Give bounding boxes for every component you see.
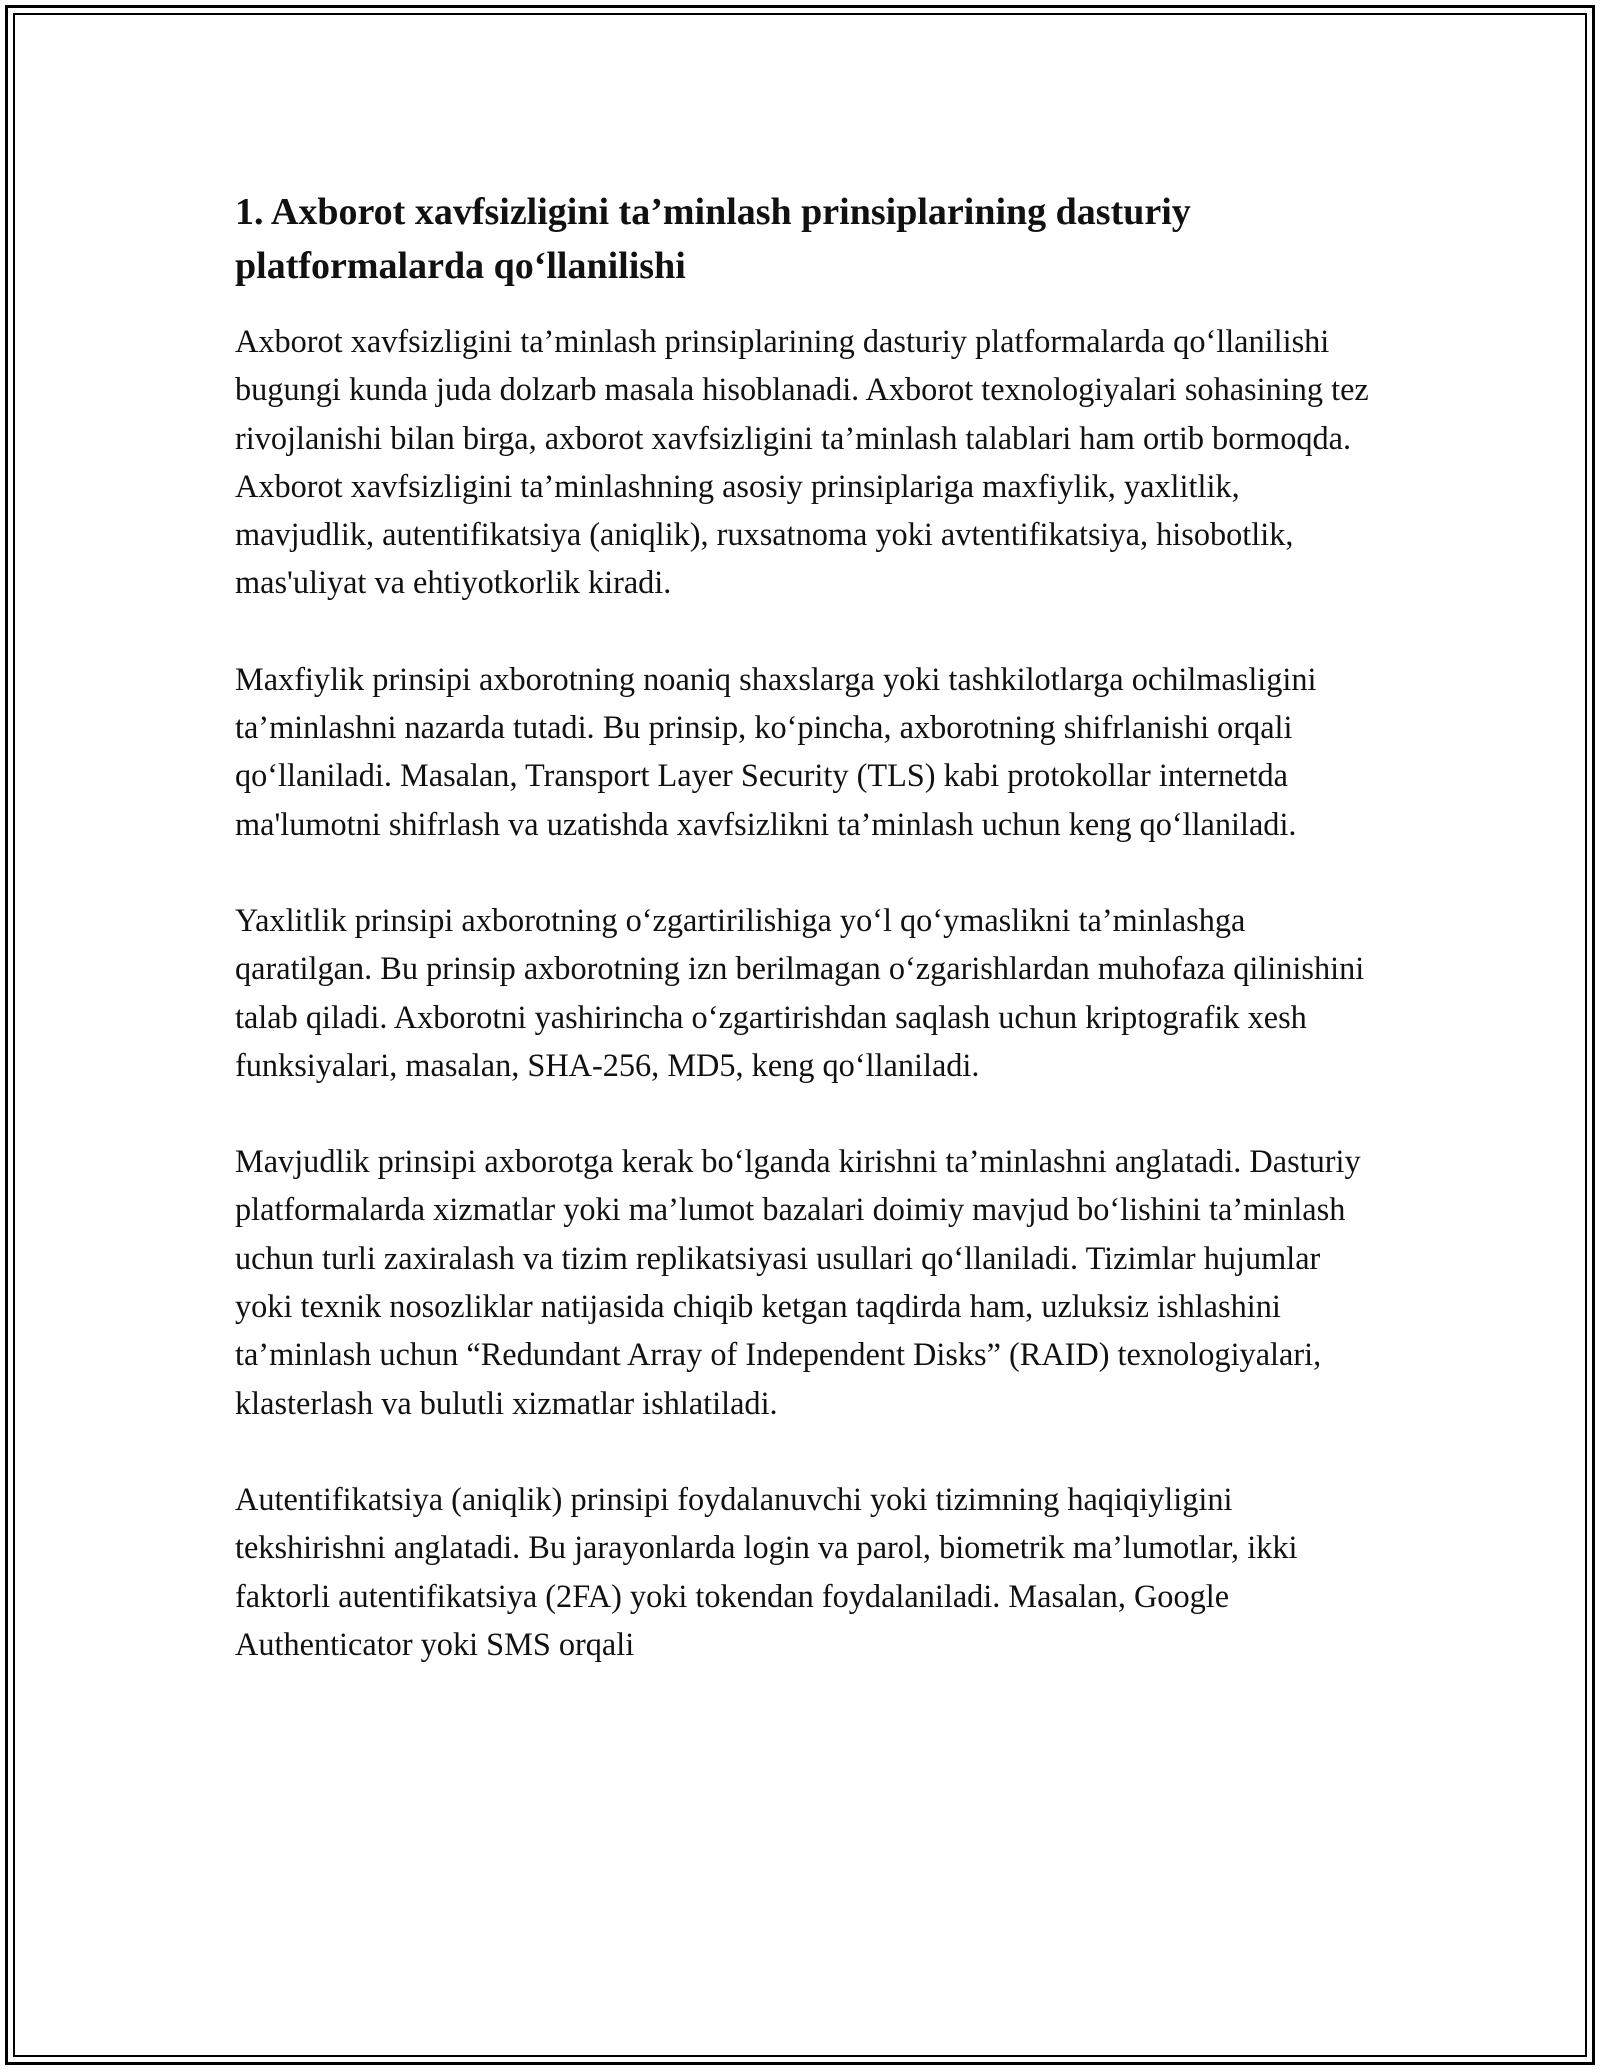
paragraph-availability: Mavjudlik prinsipi axborotga kerak bo‘lganda kirishni ta’minlashni anglatadi. Dasturiy platformalarda xizmatlar yoki ma’lumot bazalari doimiy mavjud bo‘lishini ta’minlash uchun turli zaxiralash va tizim replikatsiyasi usullari qo‘llaniladi. Tizimlar hujumlar yoki texnik nosozliklar natijasida chiqib ketgan taqdirda ham, uzluksiz ishlashini ta’minlash uchun “Redundant Array of Independent Disks” (RAID) texnologiyalari, klasterlash va bulutli xizmatlar ishlatiladi. [235, 1143, 1361, 1421]
section-title: 1. Axborot xavfsizligini ta’minlash prinsiplarining dasturiy platformalarda qo‘llanilishi [235, 191, 1191, 287]
paragraph-integrity: Yaxlitlik prinsipi axborotning o‘zgartirilishiga yo‘l qo‘ymaslikni ta’minlashga qaratilgan. Bu prinsip axborotning izn berilmagan o‘zgarishlardan muhofaza qilinishini talab qiladi. Axborotni yashirincha o‘zgartirishdan saqlash uchun kriptografik xesh funksiyalari, masalan, SHA-256, MD5, keng qo‘llaniladi. [235, 901, 1365, 1083]
paragraph-confidentiality: Maxfiylik prinsipi axborotning noaniq shaxslarga yoki tashkilotlarga ochilmasligini ta’minlashni nazarda tutadi. Bu prinsip, ko‘pincha, axborotning shifrlanishi orqali qo‘llaniladi. Masalan, Transport Layer Security (TLS) kabi protokollar internetda ma'lumotni shifrlash va uzatishda xavfsizlikni ta’minlash uchun keng qo‘llaniladi. [235, 660, 1317, 842]
document-body [235, 185, 1375, 1716]
paragraph-overview: Axborot xavfsizligini ta’minlash prinsiplarining dasturiy platformalarda qo‘llanilishi bugungi kunda juda dolzarb masala hisoblanadi. Axborot texnologiyalari sohasining tez rivojlanishi bilan birga, axborot xavfsizligini ta’minlash talablari ham ortib bormoqda. Axborot xavfsizligini ta’minlashning asosiy prinsiplariga maxfiylik, yaxlitlik, mavjudlik, autentifikatsiya (aniqlik), ruxsatnoma yoki avtentifikatsiya, hisobotlik, mas'uliyat va ehtiyotkorlik kiradi. [235, 323, 1369, 601]
paragraph-authentication: Autentifikatsiya (aniqlik) prinsipi foydalanuvchi yoki tizimning haqiqiyligini tekshirishni anglatadi. Bu jarayonlarda login va parol, biometrik ma’lumotlar, ikki faktorli autentifikatsiya (2FA) yoki tokendan foydalaniladi. Masalan, Google Authenticator yoki SMS orqali [235, 1480, 1298, 1662]
